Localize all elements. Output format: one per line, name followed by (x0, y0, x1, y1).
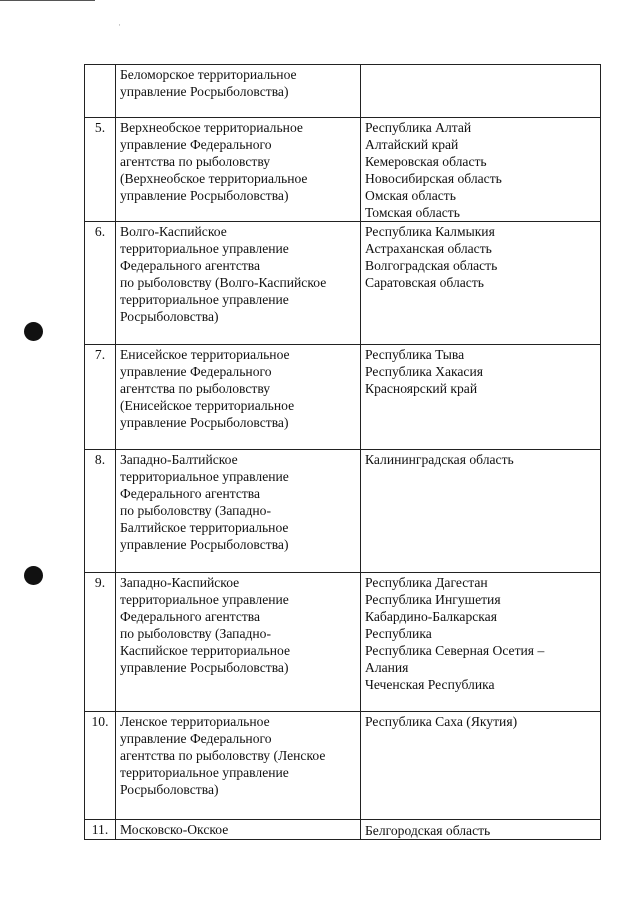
directorate-name: Волго-Каспийское территориальное управление Федерального агентства по рыболовству (Волго-Каспийское территориальное управление Росрыболовства) (116, 222, 361, 345)
region-list (361, 65, 601, 118)
row-number: 5. (85, 118, 116, 222)
region-list (361, 712, 601, 820)
region-item: Алания (365, 660, 409, 675)
directorate-name: Енисейское территориальное управление Федерального агентства по рыболовству (Енисейское территориальное управление Росрыболовства) (116, 345, 361, 450)
table-row (85, 65, 601, 118)
table-row (85, 118, 601, 222)
region-item: Томская область (365, 205, 460, 220)
region-list (361, 222, 601, 345)
region-item: Алтайский край (365, 137, 459, 152)
table-row (85, 345, 601, 450)
row-number: 8. (85, 450, 116, 573)
region-item: Республика Саха (Якутия) (365, 714, 518, 729)
region-item: Республика Хакасия (365, 364, 483, 379)
region-item: Астраханская область (365, 241, 492, 256)
region-item: Республика Ингушетия (365, 592, 501, 607)
region-list (361, 345, 601, 450)
territorial-directorates-table (84, 64, 601, 840)
directorate-name: Ленское территориальное управление Федерального агентства по рыболовству (Ленское территориальное управление Росрыболовства) (116, 712, 361, 820)
region-item: Республика Алтай (365, 120, 472, 135)
table-row (85, 820, 601, 840)
region-item: Белгородская область (365, 823, 491, 838)
region-list (361, 118, 601, 222)
region-item: Республика Тыва (365, 347, 465, 362)
scan-artifact-line (0, 0, 95, 1)
region-item: Волгоградская область (365, 258, 498, 273)
row-number: 7. (85, 345, 116, 450)
region-item: Чеченская Республика (365, 677, 495, 692)
region-item: Республика Дагестан (365, 575, 488, 590)
table-row (85, 573, 601, 712)
directorate-name: Западно-Каспийское территориальное управление Федерального агентства по рыболовству (Западно- Каспийское территориальное управление Росрыболовства) (116, 573, 361, 712)
region-item: Республика Северная Осетия – (365, 643, 545, 658)
table-row (85, 450, 601, 573)
region-item: Калининградская область (365, 452, 514, 467)
region-item: Кемеровская область (365, 154, 487, 169)
directorate-name: Верхнеобское территориальное управление Федерального агентства по рыболовству (Верхнеобское территориальное управление Росрыболовства) (116, 118, 361, 222)
region-item: Республика (365, 626, 432, 641)
row-number: 6. (85, 222, 116, 345)
region-item: Саратовская область (365, 275, 484, 290)
region-list (361, 573, 601, 712)
region-item: Республика Калмыкия (365, 224, 495, 239)
region-item: Новосибирская область (365, 171, 502, 186)
directorate-name: Московско-Окское (116, 820, 361, 840)
region-list (361, 450, 601, 573)
directorate-name: Западно-Балтийское территориальное управление Федерального агентства по рыболовству (Западно- Балтийское территориальное управление Росрыболовства) (116, 450, 361, 573)
row-number: 11. (85, 820, 116, 840)
region-item: Кабардино-Балкарская (365, 609, 497, 624)
region-item: Красноярский край (365, 381, 478, 396)
region-item: Омская область (365, 188, 456, 203)
punch-hole (24, 322, 43, 341)
row-number: 10. (85, 712, 116, 820)
table-row (85, 222, 601, 345)
row-number (85, 65, 116, 118)
scan-artifact-mark: · (118, 20, 121, 30)
punch-hole (24, 566, 43, 585)
row-number: 9. (85, 573, 116, 712)
region-list (361, 820, 601, 840)
table-row (85, 712, 601, 820)
directorate-name: Беломорское территориальное управление Росрыболовства) (116, 65, 361, 118)
